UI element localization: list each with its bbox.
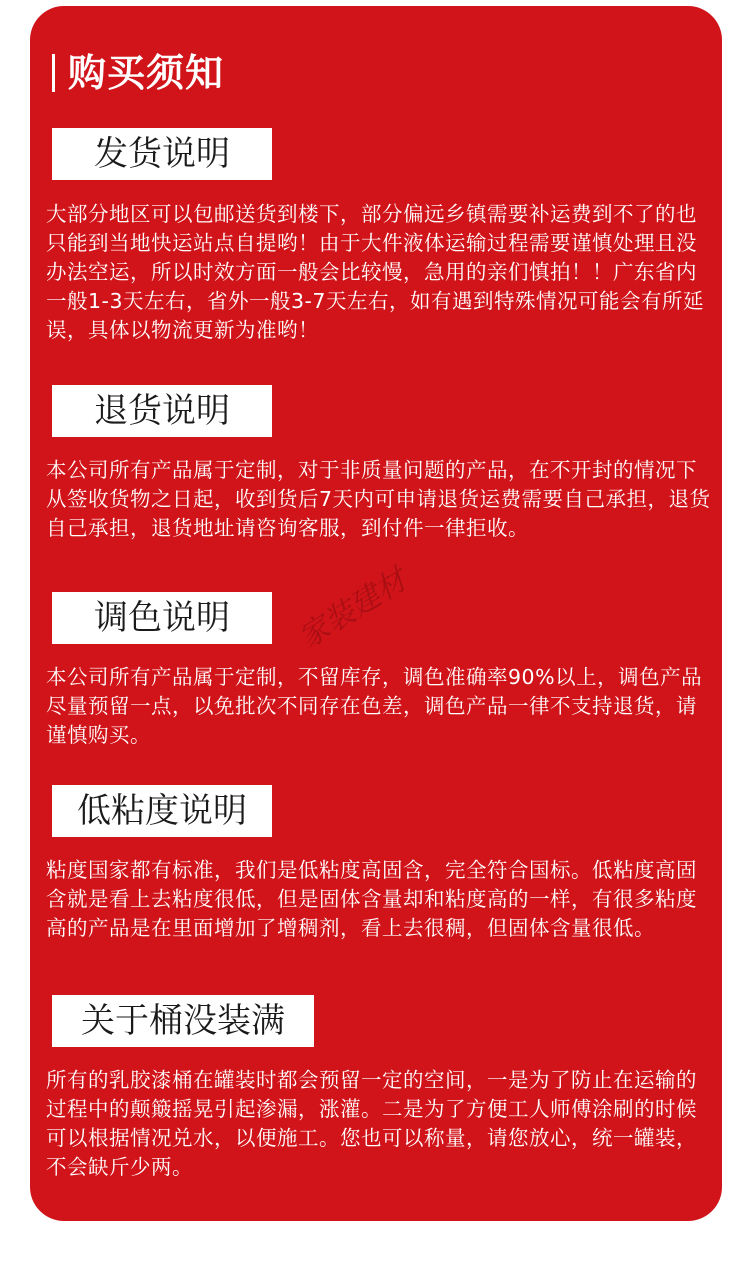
section-label-viscosity: 低粘度说明: [52, 785, 272, 837]
section-text-tinting: 本公司所有产品属于定制，不留库存，调色准确率90%以上，调色产品尽量预留一点，以免批次不同存在色差，调色产品一律不支持退货，请谨慎购买。: [46, 665, 703, 747]
section-label-bucket-fill: 关于桶没装满: [52, 995, 314, 1047]
watermark: 家装建材: [292, 562, 413, 656]
section-text-returns: 本公司所有产品属于定制，对于非质量问题的产品，在不开封的情况下从签收货物之日起，收到货后7天内可申请退货运费需要自己承担，退货自己承担，退货地址请咨询客服，到付件一律拒收。: [46, 458, 711, 540]
title-accent-bar: [52, 54, 55, 92]
section-text-bucket-fill: 所有的乳胶漆桶在罐装时都会预留一定的空间，一是为了防止在运输的过程中的颠簸摇晃引起渗漏，涨灌。二是为了方便工人师傅涂刷的时候可以根据情况兑水，以便施工。您也可以称量，请您放心，统一罐装，不会缺斤少两。: [46, 1068, 697, 1179]
section-text-shipping: 大部分地区可以包邮送货到楼下，部分偏远乡镇需要补运费到不了的也只能到当地快运站点自提哟！由于大件液体运输过程需要谨慎处理且没办法空运，所以时效方面一般会比较慢，急用的亲们慎拍！！广东省内一般1-3天左右，省外一般3-7天左右，如有遇到特殊情况可能会有所延误，具体以物流更新为准哟！: [46, 202, 704, 342]
section-text-viscosity: 粘度国家都有标准，我们是低粘度高固含，完全符合国标。低粘度高固含就是看上去粘度很低，但是固体含量却和粘度高的一样，有很多粘度高的产品是在里面增加了增稠剂，看上去很稠，但固体含量很低。: [46, 858, 697, 940]
page-title: 购买须知: [68, 51, 225, 95]
section-label-returns: 退货说明: [52, 385, 272, 437]
section-label-shipping: 发货说明: [52, 128, 272, 180]
section-label-tinting: 调色说明: [52, 592, 272, 644]
